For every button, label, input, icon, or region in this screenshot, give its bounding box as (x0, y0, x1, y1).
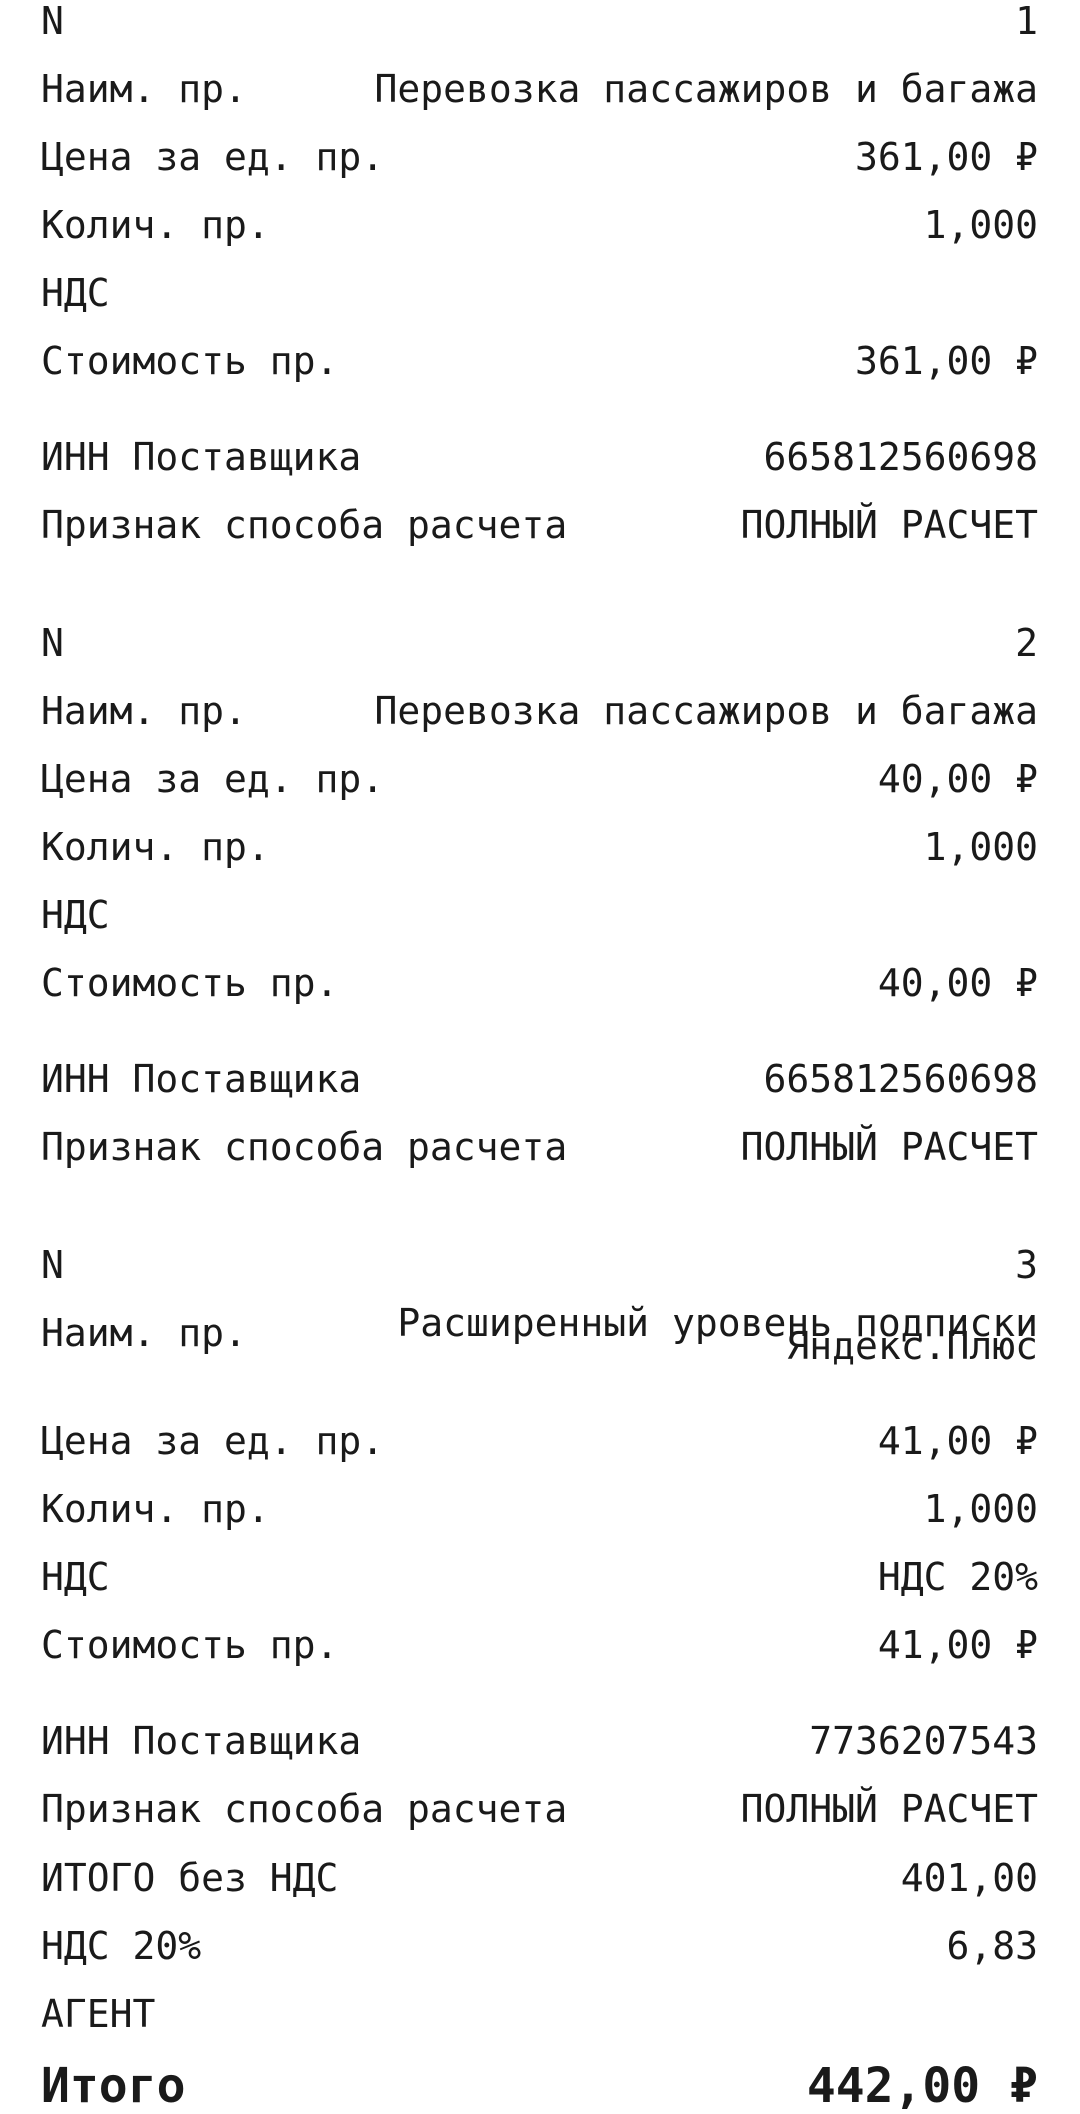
item-3-quantity-row (41, 1488, 1038, 1530)
item-2-vat-row (41, 894, 1038, 936)
item-3-supplier-inn-row (41, 1720, 1038, 1762)
item-1-name-row (41, 68, 1038, 110)
item-2-quantity-row (41, 826, 1038, 868)
item-number-value: 3 (1015, 1243, 1038, 1287)
item-name-value: Расширенный уровень подписки Яндекс.Плюс (397, 1301, 1038, 1368)
item-1-number-row (41, 0, 1038, 42)
item-3-payment-method-row (41, 1788, 1038, 1830)
item-name-label: Наим. пр. (41, 67, 247, 111)
vat-20-label: НДС 20% (41, 1924, 202, 1968)
item-1-supplier-inn-row (41, 436, 1038, 478)
item-quantity-label: Колич. пр. (41, 203, 270, 247)
supplier-inn-value: 7736207543 (809, 1719, 1038, 1763)
item-cost-value: 361,00 ₽ (854, 339, 1038, 383)
supplier-inn-value: 665812560698 (763, 1057, 1038, 1101)
item-vat-value: НДС 20% (877, 1555, 1038, 1599)
supplier-inn-label: ИНН Поставщика (41, 435, 362, 479)
item-2-number-row (41, 622, 1038, 664)
item-3-price-row (41, 1420, 1038, 1462)
item-vat-label: НДС (41, 271, 110, 315)
item-price-label: Цена за ед. пр. (41, 135, 385, 179)
item-3-name-row (41, 1301, 1038, 1368)
item-price-value: 41,00 ₽ (877, 1419, 1038, 1463)
item-1-price-row (41, 136, 1038, 178)
grand-total-label: Итого (41, 2058, 186, 2114)
item-cost-label: Стоимость пр. (41, 961, 339, 1005)
payment-method-label: Признак способа расчета (41, 503, 568, 547)
payment-method-value: ПОЛНЫЙ РАСЧЕТ (740, 1125, 1038, 1169)
item-number-label: N (41, 621, 64, 665)
supplier-inn-value: 665812560698 (763, 435, 1038, 479)
item-price-value: 40,00 ₽ (877, 757, 1038, 801)
item-price-label: Цена за ед. пр. (41, 1419, 385, 1463)
item-2-name-row (41, 690, 1038, 732)
item-3-vat-row (41, 1556, 1038, 1598)
item-cost-label: Стоимость пр. (41, 339, 339, 383)
item-2-cost-row (41, 962, 1038, 1004)
item-3-number-row (41, 1244, 1038, 1286)
item-1-vat-row (41, 272, 1038, 314)
item-vat-label: НДС (41, 893, 110, 937)
item-quantity-label: Колич. пр. (41, 825, 270, 869)
total-without-vat-row (41, 1857, 1038, 1899)
payment-method-value: ПОЛНЫЙ РАСЧЕТ (740, 503, 1038, 547)
item-cost-label: Стоимость пр. (41, 1623, 339, 1667)
item-name-label: Наим. пр. (41, 1311, 247, 1355)
item-vat-label: НДС (41, 1555, 110, 1599)
item-price-value: 361,00 ₽ (854, 135, 1038, 179)
payment-method-label: Признак способа расчета (41, 1125, 568, 1169)
item-2-payment-method-row (41, 1126, 1038, 1168)
grand-total-value: 442,00 ₽ (806, 2058, 1038, 2114)
item-cost-value: 40,00 ₽ (877, 961, 1038, 1005)
item-number-label: N (41, 0, 64, 43)
item-cost-value: 41,00 ₽ (877, 1623, 1038, 1667)
item-name-label: Наим. пр. (41, 689, 247, 733)
grand-total-row (41, 2058, 1038, 2114)
item-name-value: Перевозка пассажиров и багажа (374, 67, 1038, 111)
supplier-inn-label: ИНН Поставщика (41, 1719, 362, 1763)
item-1-cost-row (41, 340, 1038, 382)
item-quantity-value: 1,000 (923, 825, 1038, 869)
item-3-cost-row (41, 1624, 1038, 1666)
item-number-label: N (41, 1243, 64, 1287)
payment-method-label: Признак способа расчета (41, 1787, 568, 1831)
total-without-vat-label: ИТОГО без НДС (41, 1856, 339, 1900)
item-2-price-row (41, 758, 1038, 800)
item-2-supplier-inn-row (41, 1058, 1038, 1100)
agent-row (41, 1993, 1038, 2035)
item-quantity-label: Колич. пр. (41, 1487, 270, 1531)
supplier-inn-label: ИНН Поставщика (41, 1057, 362, 1101)
item-number-value: 2 (1015, 621, 1038, 665)
total-without-vat-value: 401,00 (900, 1856, 1038, 1900)
payment-method-value: ПОЛНЫЙ РАСЧЕТ (740, 1787, 1038, 1831)
item-quantity-value: 1,000 (923, 203, 1038, 247)
item-1-quantity-row (41, 204, 1038, 246)
vat-20-value: 6,83 (946, 1924, 1038, 1968)
agent-label: АГЕНТ (41, 1992, 156, 2036)
item-quantity-value: 1,000 (923, 1487, 1038, 1531)
item-1-payment-method-row (41, 504, 1038, 546)
item-name-value: Перевозка пассажиров и багажа (374, 689, 1038, 733)
vat-20-row (41, 1925, 1038, 1967)
item-price-label: Цена за ед. пр. (41, 757, 385, 801)
item-number-value: 1 (1015, 0, 1038, 43)
